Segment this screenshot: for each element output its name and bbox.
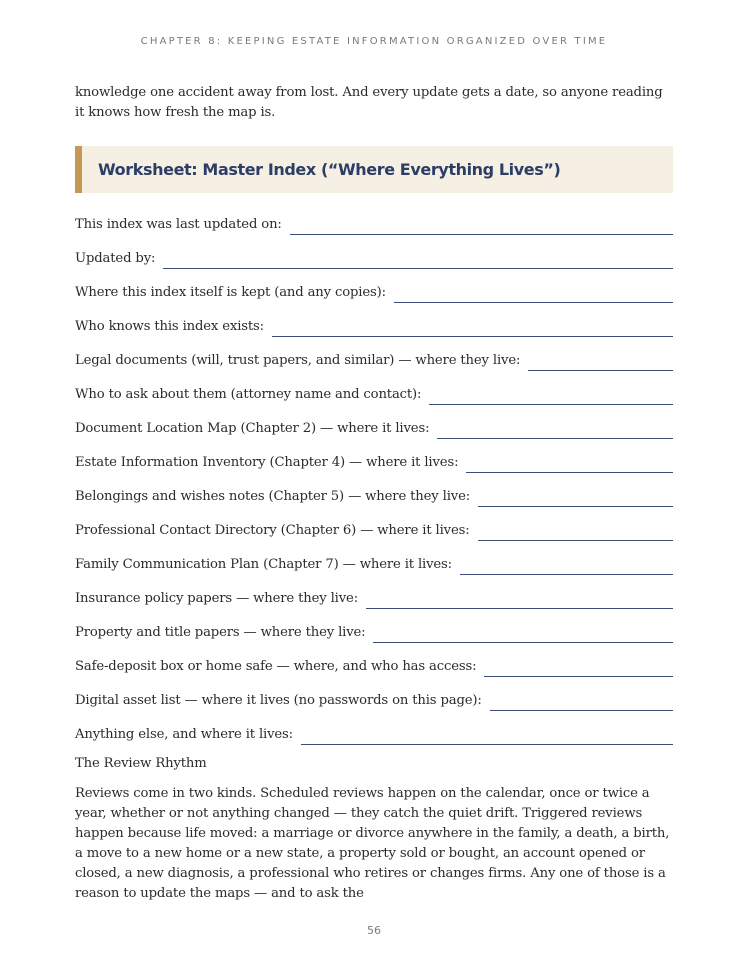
fill-in-line[interactable] <box>429 390 673 405</box>
field-label: Insurance policy papers — where they live: <box>75 591 359 606</box>
field-label: Professional Contact Directory (Chapter 6) — where it lives: <box>75 523 470 538</box>
field-label: Document Location Map (Chapter 2) — where it lives: <box>75 421 430 436</box>
worksheet-field-row <box>75 371 673 405</box>
running-header: CHAPTER 8: KEEPING ESTATE INFORMATION ORGANIZED OVER TIME <box>140 36 608 47</box>
fill-in-line[interactable] <box>394 288 673 303</box>
fill-in-line[interactable] <box>478 492 673 507</box>
fill-in-line[interactable] <box>437 424 673 439</box>
intro-paragraph: knowledge one accident away from lost. And every update gets a date, so anyone reading it knows how fresh the map is. <box>75 85 663 120</box>
worksheet-fields <box>75 213 673 745</box>
fill-in-line[interactable] <box>466 458 673 473</box>
worksheet-field-row <box>75 473 673 507</box>
worksheet-field-row <box>75 235 673 269</box>
section-heading: The Review Rhythm <box>75 756 207 771</box>
worksheet-banner <box>75 146 673 193</box>
page-content <box>75 83 673 904</box>
section-paragraph: Reviews come in two kinds. Scheduled reviews happen on the calendar, once or twice a year, whether or not anything changed — they catch the quiet drift. Triggered reviews happen because life moved: a marriage or divorce anywhere in the family, a death, a birth, a move to a new home or a new state, a property sold or bought, an account opened or closed, a new diagnosis, a professional who retires or changes firms. Any one of those is a reason to update the maps — and to ask the <box>75 786 670 901</box>
worksheet-field-row <box>75 575 673 609</box>
fill-in-line[interactable] <box>373 628 673 643</box>
worksheet-field-row <box>75 439 673 473</box>
field-label: Updated by: <box>75 251 156 266</box>
fill-in-line[interactable] <box>301 730 673 745</box>
worksheet-field-row <box>75 643 673 677</box>
fill-in-line[interactable] <box>528 356 673 371</box>
worksheet-field-row <box>75 507 673 541</box>
fill-in-line[interactable] <box>460 560 673 575</box>
fill-in-line[interactable] <box>163 254 673 269</box>
worksheet-field-row <box>75 213 673 235</box>
worksheet-field-row <box>75 609 673 643</box>
field-label: Anything else, and where it lives: <box>75 727 293 742</box>
worksheet-field-row <box>75 303 673 337</box>
field-label: Who to ask about them (attorney name and contact): <box>75 387 422 402</box>
fill-in-line[interactable] <box>366 594 673 609</box>
worksheet-title: Worksheet: Master Index (“Where Everything Lives”) <box>98 160 561 179</box>
field-label: Property and title papers — where they live: <box>75 625 366 640</box>
field-label: Where this index itself is kept (and any copies): <box>75 285 386 300</box>
field-label: Who knows this index exists: <box>75 319 264 334</box>
worksheet-field-row <box>75 337 673 371</box>
field-label: Legal documents (will, trust papers, and similar) — where they live: <box>75 353 521 368</box>
fill-in-line[interactable] <box>490 696 673 711</box>
field-label: Digital asset list — where it lives (no passwords on this page): <box>75 693 482 708</box>
field-label: Safe-deposit box or home safe — where, and who has access: <box>75 659 477 674</box>
field-label: Estate Information Inventory (Chapter 4) — where it lives: <box>75 455 459 470</box>
fill-in-line[interactable] <box>272 322 673 337</box>
fill-in-line[interactable] <box>484 662 673 677</box>
worksheet-field-row <box>75 405 673 439</box>
field-label: Belongings and wishes notes (Chapter 5) — where they live: <box>75 489 471 504</box>
worksheet-field-row <box>75 711 673 745</box>
worksheet-field-row <box>75 269 673 303</box>
field-label: This index was last updated on: <box>75 217 282 232</box>
page-number: 56 <box>367 924 381 937</box>
fill-in-line[interactable] <box>478 526 673 541</box>
fill-in-line[interactable] <box>290 220 673 235</box>
worksheet-field-row <box>75 677 673 711</box>
worksheet-field-row <box>75 541 673 575</box>
field-label: Family Communication Plan (Chapter 7) — where it lives: <box>75 557 452 572</box>
